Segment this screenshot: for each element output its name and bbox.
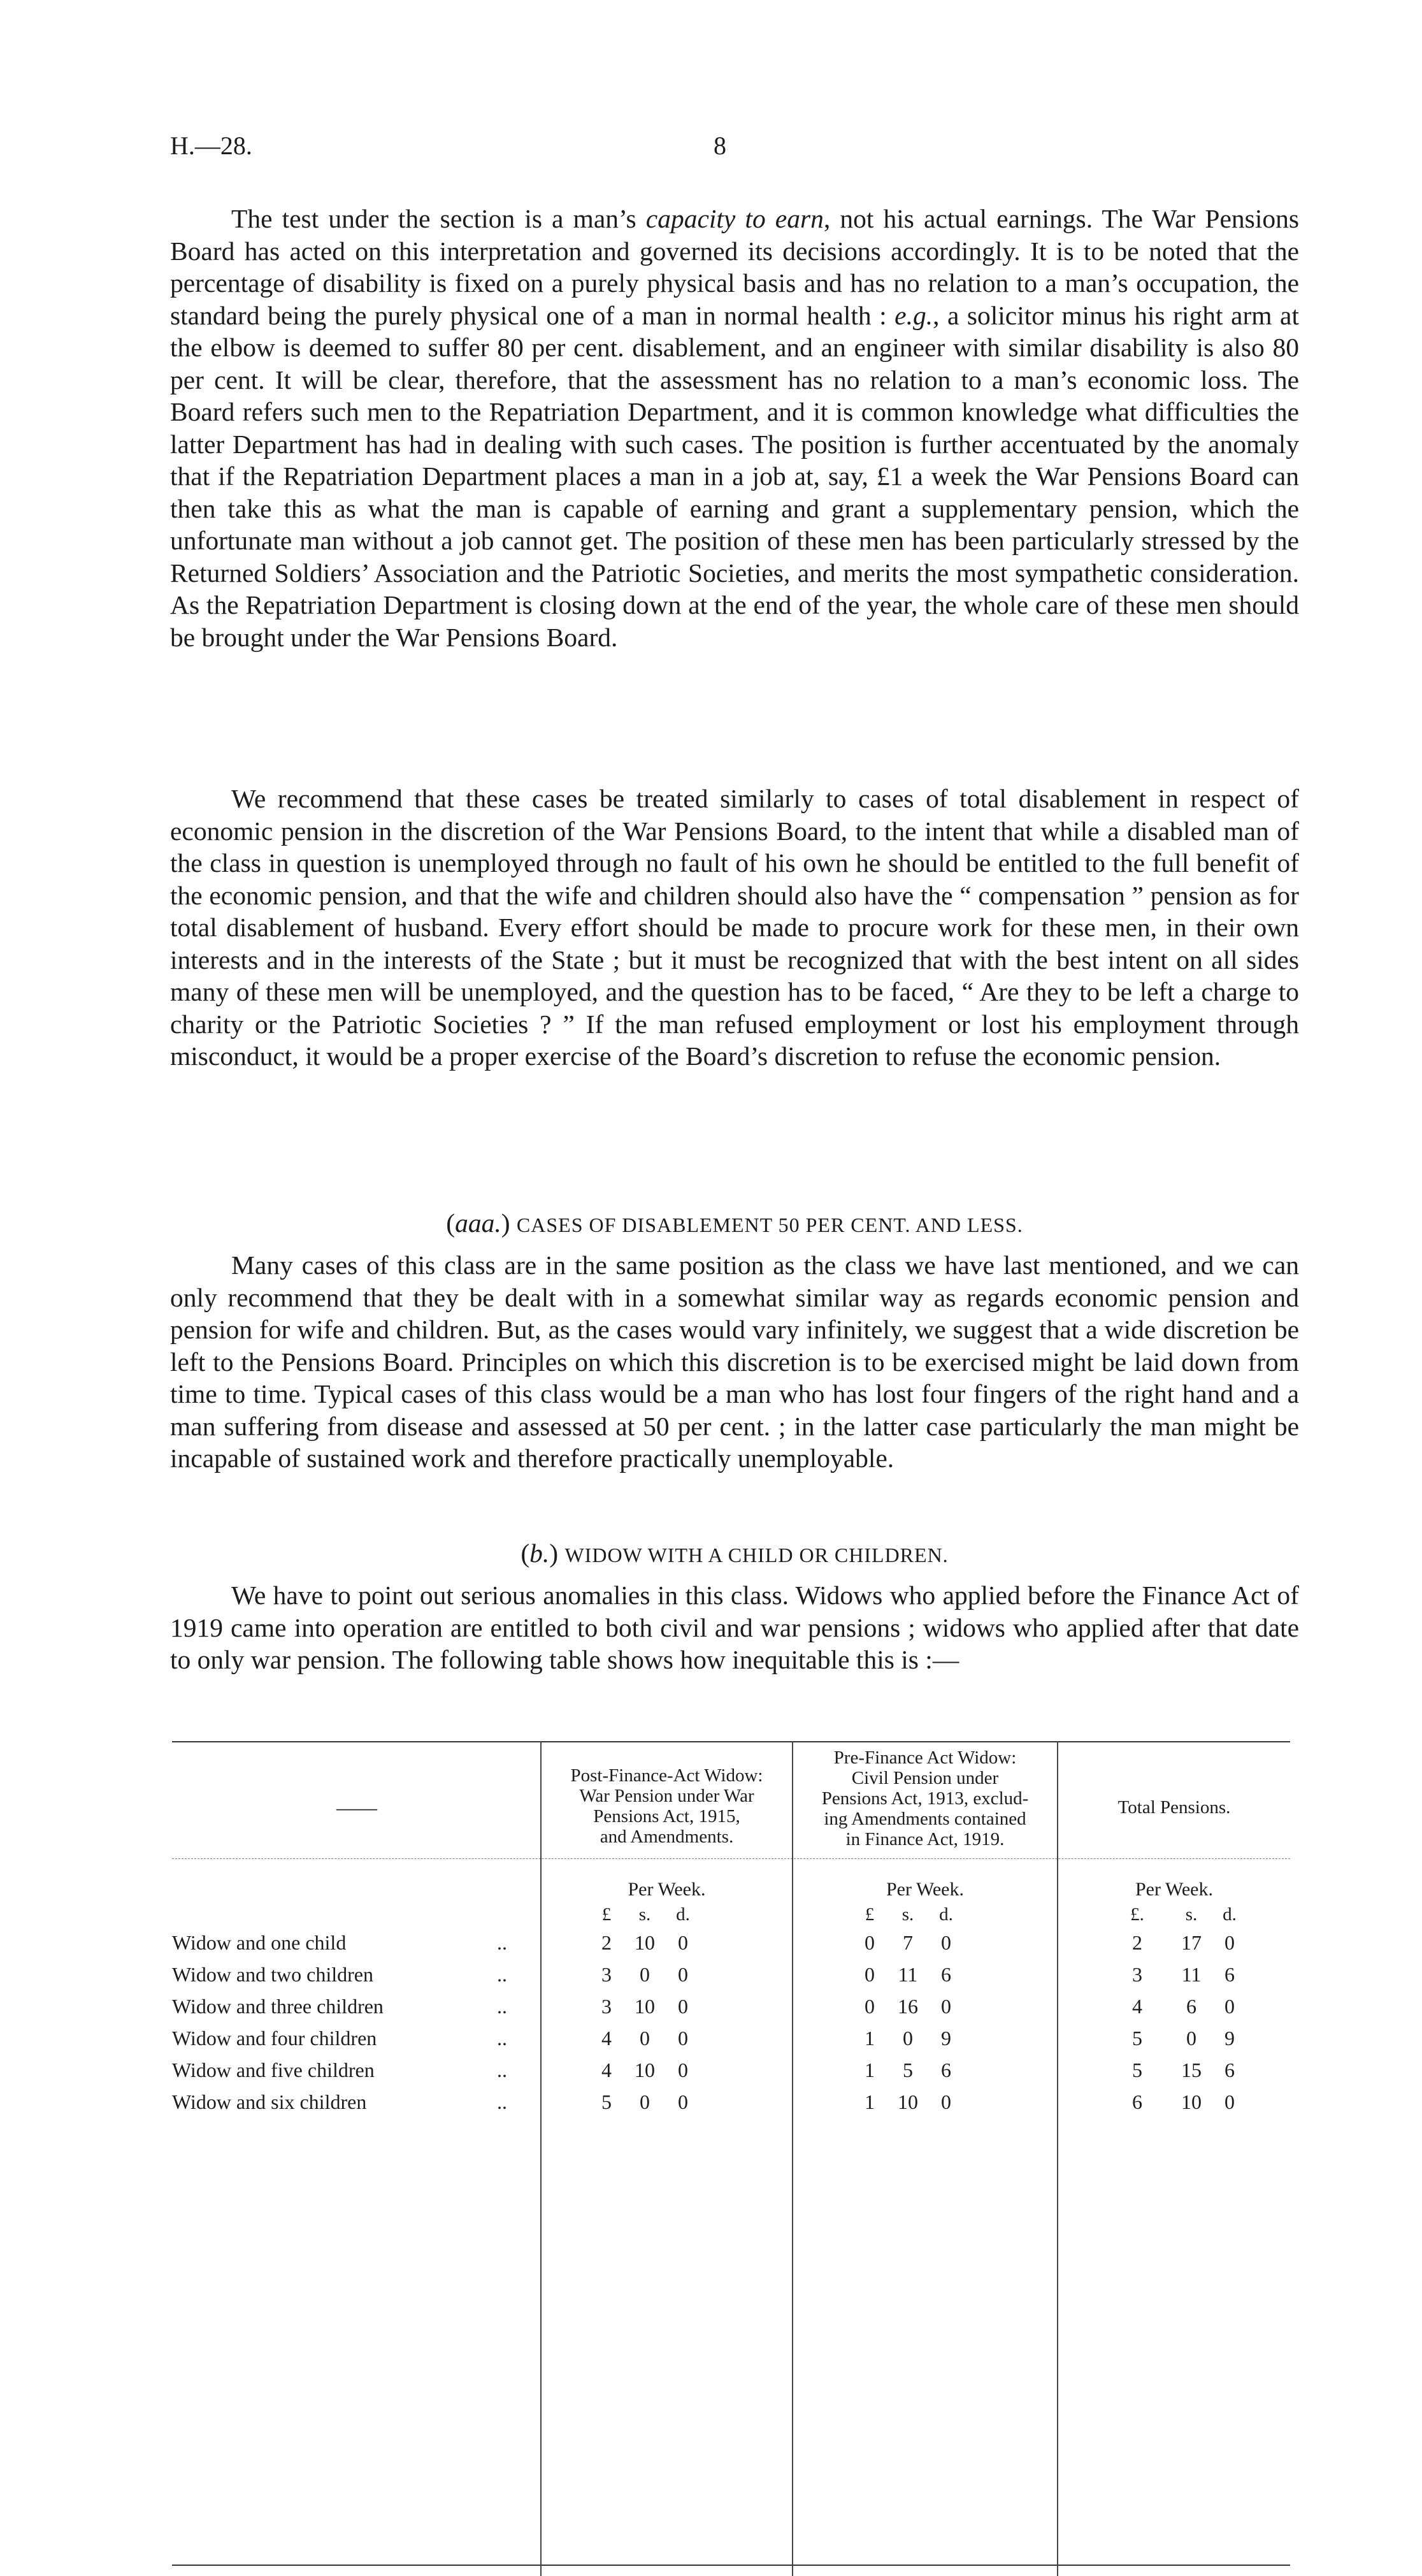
pence-cell: 6 <box>941 2059 951 2081</box>
column-header-line: Total Pensions. <box>1117 1797 1231 1818</box>
shillings-cell: 0 <box>640 2027 650 2050</box>
shillings-cell: 10 <box>1181 2090 1202 2113</box>
pounds-cell: 0 <box>865 1931 875 1954</box>
currency-label: s. <box>901 1904 914 1925</box>
pounds-cell: 2 <box>601 1931 612 1954</box>
leader-dots: .. <box>497 2027 507 2050</box>
column-header-civil-pension <box>793 1747 1057 1849</box>
paragraph-disablement-50 <box>170 1249 1299 1475</box>
emphasis-text: capacity to earn <box>645 204 824 233</box>
leader-dots: .. <box>497 1995 507 2018</box>
shillings-cell: 0 <box>640 2090 650 2113</box>
pounds-cell: 3 <box>1132 1963 1142 1986</box>
pence-cell: 0 <box>678 1995 688 2018</box>
leader-dots: .. <box>497 2090 507 2113</box>
pence-cell: 6 <box>1224 2059 1235 2081</box>
pence-cell: 0 <box>1224 2090 1235 2113</box>
shillings-cell: 10 <box>635 1931 655 1954</box>
section-label: b. <box>529 1538 550 1568</box>
pounds-cell: 5 <box>1132 2059 1142 2081</box>
section-heading-b: (b.) WIDOW WITH A CHILD OR CHILDREN. <box>521 1538 949 1568</box>
pence-cell: 0 <box>941 1995 951 2018</box>
currency-label: s. <box>638 1904 651 1925</box>
shillings-cell: 5 <box>903 2059 913 2081</box>
pounds-cell: 2 <box>1132 1931 1142 1954</box>
paragraph-recommendation <box>170 783 1299 1073</box>
pounds-cell: 5 <box>1132 2027 1142 2050</box>
row-label: Widow and six children <box>172 2090 367 2113</box>
shillings-cell: 16 <box>898 1995 918 2018</box>
table-bottom-rule <box>172 2565 1290 2566</box>
table-header-rule <box>172 1858 1290 1859</box>
pence-cell: 0 <box>1224 1995 1235 2018</box>
pence-cell: 0 <box>1224 1931 1235 1954</box>
shillings-cell: 10 <box>635 2059 655 2081</box>
paragraph-capacity-to-earn <box>170 203 1299 653</box>
pence-cell: 0 <box>678 1963 688 1986</box>
row-label: Widow and five children <box>172 2059 375 2081</box>
column-header-line: and Amendments. <box>600 1827 734 1847</box>
paragraph-text: The test under the section is a man’s <box>231 204 646 233</box>
pounds-cell: 4 <box>601 2027 612 2050</box>
pence-cell: 0 <box>678 2090 688 2113</box>
column-header-line: Pensions Act, 1913, exclud- <box>821 1788 1029 1809</box>
shillings-cell: 15 <box>1181 2059 1202 2081</box>
pence-cell: 6 <box>1224 1963 1235 1986</box>
shillings-cell: 0 <box>903 2027 913 2050</box>
leader-dots: .. <box>497 2059 507 2081</box>
shillings-cell: 11 <box>1181 1963 1202 1986</box>
pounds-cell: 1 <box>865 2027 875 2050</box>
shillings-cell: 10 <box>635 1995 655 2018</box>
shillings-cell: 17 <box>1181 1931 1202 1954</box>
leader-dots: .. <box>497 1963 507 1986</box>
paragraph-widow <box>170 1579 1299 1676</box>
column-header-war-pension <box>542 1765 792 1847</box>
row-label: Widow and one child <box>172 1931 347 1954</box>
currency-label: £ <box>865 1904 875 1925</box>
section-title: WIDOW WITH A CHILD OR CHILDREN. <box>564 1544 949 1567</box>
paragraph-text: , a solicitor minus his right arm at the elbow is deemed to suffer 80 per cent. disablement, and an engineer with similar disability is also 80 per cent. It will be clear, therefore, that the assessment has no relation to a man’s economic loss. The Board refers such men to the Repatriation Department, and it is common knowledge what difficulties the latter Department has had in dealing with such cases. The position is further accentuated by the anomaly that if the Repatriation Department places a man in a job at, say, £1 a week the War Pensions Board can then take this as what the man is capable of earning and grant a supplementary pension, which the unfortunate man without a job cannot get. The position of these men has been particularly stressed by the Returned Soldiers’ Association and the Patriotic Societies, and merits the most sympathetic consideration. As the Repatriation Department is closing down at the end of the year, the whole care of these men should be brought under the War Pensions Board. <box>170 300 1299 652</box>
shillings-cell: 11 <box>898 1963 918 1986</box>
unit-label: Per Week. <box>886 1879 964 1900</box>
row-label: Widow and three children <box>172 1995 384 2018</box>
pence-cell: 0 <box>941 2090 951 2113</box>
shillings-cell: 7 <box>903 1931 913 1954</box>
shillings-cell: 10 <box>898 2090 918 2113</box>
column-header-total <box>1058 1797 1290 1818</box>
pounds-cell: 5 <box>601 2090 612 2113</box>
pounds-cell: 4 <box>1132 1995 1142 2018</box>
pence-cell: 0 <box>678 2059 688 2081</box>
column-header-line: ing Amendments contained <box>824 1809 1026 1829</box>
pence-cell: 0 <box>941 1931 951 1954</box>
page-number: 8 <box>714 131 726 160</box>
shillings-cell: 0 <box>1186 2027 1196 2050</box>
pounds-cell: 0 <box>865 1995 875 2018</box>
row-label: Widow and four children <box>172 2027 377 2050</box>
row-label: Widow and two children <box>172 1963 373 1986</box>
paragraph-text: Many cases of this class are in the same position as the class we have last mentioned, and we can only recommend that they be dealt with in a somewhat similar way as regards economic pension and pension for wife and children. But, as the cases would vary infinitely, we suggest that a wide discretion be left to the Pensions Board. Principles on which this discretion is to be exercised might be laid down from time to time. Typical cases of this class would be a man who has lost four fingers of the right hand and a man suffering from disease and assessed at 50 per cent. ; in the latter case particularly the man might be incapable of sustained work and therefore practically unemployable. <box>170 1250 1299 1473</box>
pounds-cell: 1 <box>865 2090 875 2113</box>
emphasis-text: e.g. <box>894 300 933 330</box>
currency-label: d. <box>939 1904 953 1925</box>
column-header-line: Pre-Finance Act Widow: <box>833 1747 1017 1768</box>
pence-cell: 6 <box>941 1963 951 1986</box>
table-top-rule <box>172 1741 1290 1742</box>
pence-cell: 9 <box>941 2027 951 2050</box>
currency-label: d. <box>1223 1904 1237 1925</box>
first-column-header: —— <box>336 1796 377 1819</box>
pounds-cell: 6 <box>1132 2090 1142 2113</box>
pounds-cell: 1 <box>865 2059 875 2081</box>
shillings-cell: 0 <box>640 1963 650 1986</box>
leader-dots: .. <box>497 1931 507 1954</box>
currency-label: £ <box>601 1904 612 1925</box>
column-header-line: Pensions Act, 1915, <box>593 1806 740 1827</box>
currency-label: d. <box>676 1904 690 1925</box>
section-title: CASES OF DISABLEMENT 50 PER CENT. AND LESS. <box>516 1213 1023 1236</box>
unit-label: Per Week. <box>628 1879 706 1900</box>
pence-cell: 0 <box>678 2027 688 2050</box>
section-heading-aaa: (aaa.) CASES OF DISABLEMENT 50 PER CENT. AND LESS. <box>446 1208 1023 1238</box>
unit-label: Per Week. <box>1135 1879 1213 1900</box>
paragraph-text: We have to point out serious anomalies in this class. Widows who applied before the Finance Act of 1919 came into operation are entitled to both civil and war pensions ; widows who applied after that date to only war pension. The following table shows how inequitable this is :— <box>170 1581 1299 1674</box>
paragraph-text: , not his actual earnings. The War Pensions Board has acted on this interpretation and governed its decisions accordingly. It is to be noted that the percentage of disability is fixed on a purely physical basis and has no relation to a man’s occupation, the standard being the purely physical one of a man in normal health : <box>170 204 1300 330</box>
currency-label: £. <box>1130 1904 1144 1925</box>
column-divider <box>540 1741 542 2576</box>
column-header-line: Civil Pension under <box>851 1768 999 1788</box>
pounds-cell: 4 <box>601 2059 612 2081</box>
column-header-line: Post-Finance-Act Widow: <box>570 1765 763 1786</box>
column-header-line: War Pension under War <box>579 1786 754 1806</box>
paragraph-text: We recommend that these cases be treated similarly to cases of total disablement in respect of economic pension in the discretion of the War Pensions Board, to the intent that while a disabled man of the class in question is unemployed through no fault of his own he should be entitled to the full benefit of the economic pension, and that the wife and children should also have the “ compensation ” pension as for total disablement of husband. Every effort should be made to procure work for these men, in their own interests and in the interests of the State ; but it must be recognized that with the best intent on all sides many of these men will be unemployed, and the question has to be faced, “ Are they to be left a charge to charity or the Patriotic Societies ? ” If the man refused employment or lost his employment through misconduct, it would be a proper exercise of the Board’s discretion to refuse the economic pension. <box>170 784 1299 1071</box>
shillings-cell: 6 <box>1186 1995 1196 2018</box>
pence-cell: 0 <box>678 1931 688 1954</box>
column-divider <box>792 1741 793 2576</box>
report-reference: H.—28. <box>170 131 252 160</box>
pounds-cell: 3 <box>601 1963 612 1986</box>
column-divider <box>1057 1741 1058 2576</box>
pounds-cell: 3 <box>601 1995 612 2018</box>
section-label: aaa. <box>455 1208 501 1238</box>
pence-cell: 9 <box>1224 2027 1235 2050</box>
currency-label: s. <box>1185 1904 1198 1925</box>
pounds-cell: 0 <box>865 1963 875 1986</box>
column-header-line: in Finance Act, 1919. <box>845 1829 1005 1849</box>
